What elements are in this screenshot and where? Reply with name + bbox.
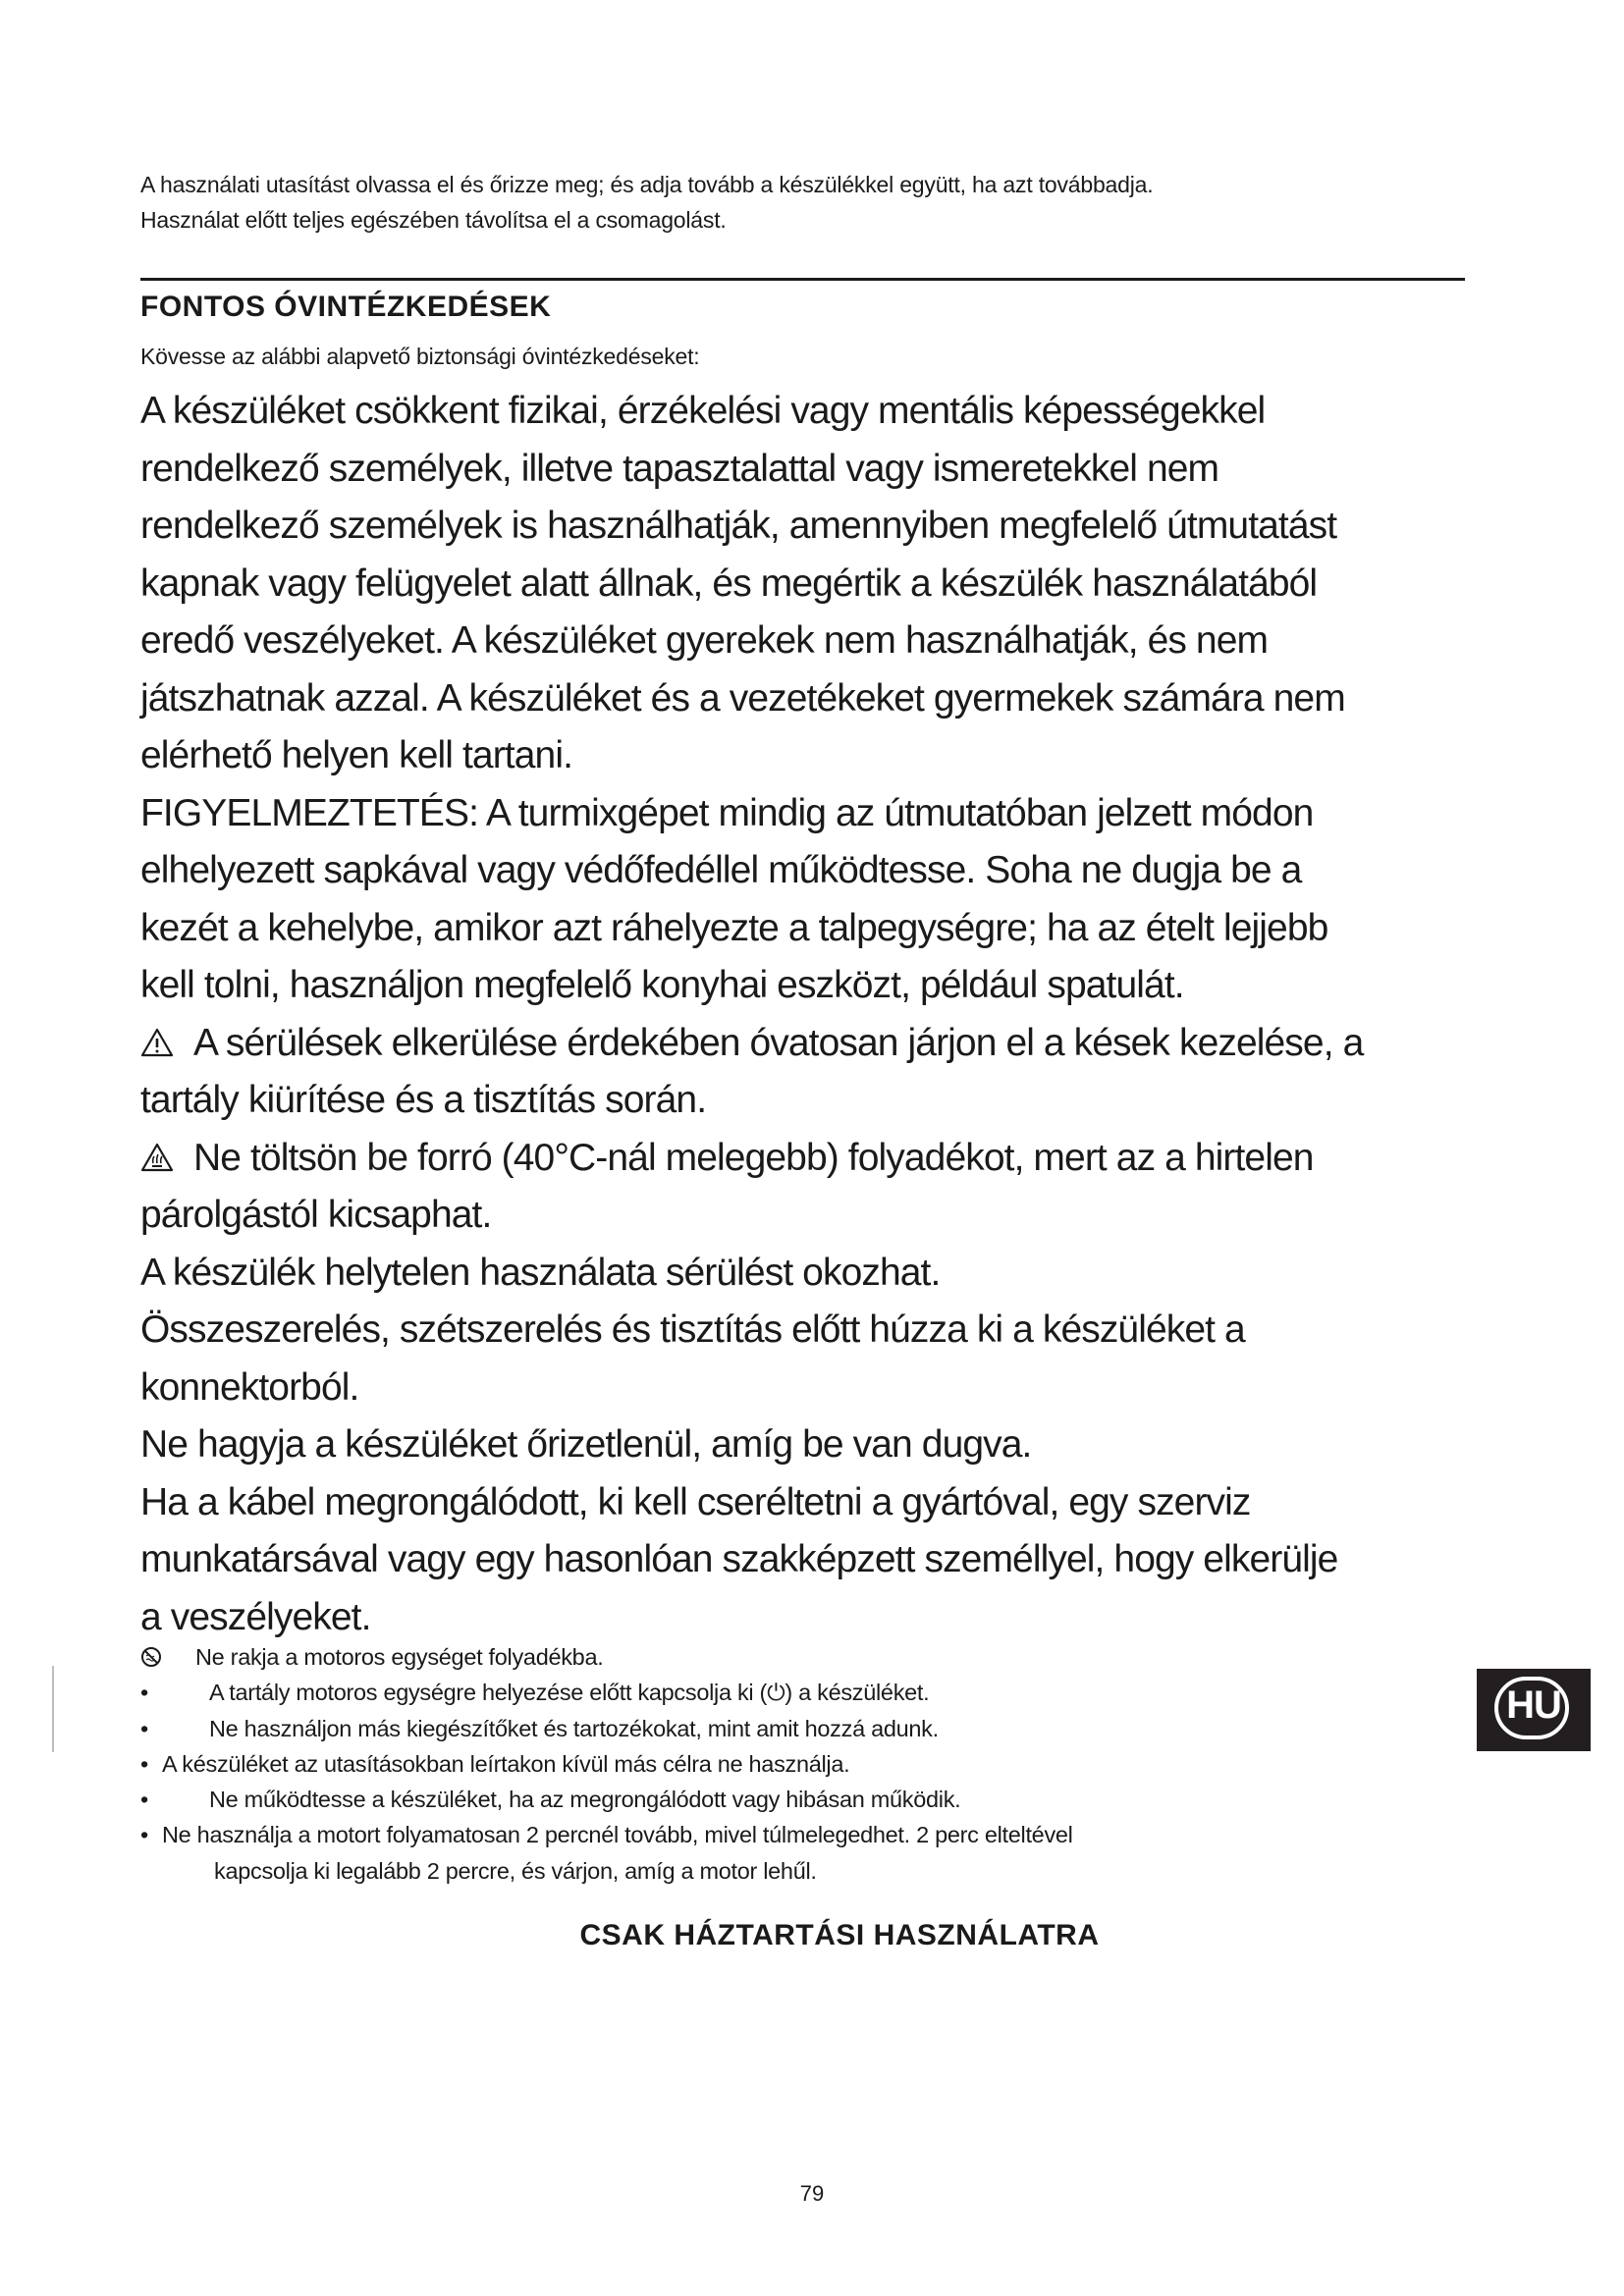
safety-line: konnektorból. bbox=[140, 1365, 359, 1409]
safety-line: a veszélyeket. bbox=[140, 1595, 371, 1638]
no-immerse-icon bbox=[140, 1646, 162, 1668]
list-item-text: A tartály motoros egységre helyezése előtt kapcsolja ki (⏻) a készüléket. bbox=[209, 1680, 930, 1706]
list-item-text: kapcsolja ki legalább 2 percre, és várjon, amíg a motor lehűl. bbox=[214, 1857, 817, 1884]
intro-line: Használat előtt teljes egészében távolítsa el a csomagolást. bbox=[140, 207, 727, 233]
safety-line: Összeszerelés, szétszerelés és tisztítás előtt húzza ki a készüléket a bbox=[140, 1308, 1245, 1351]
safety-line: kell tolni, használjon megfelelő konyhai eszközt, például spatulát. bbox=[140, 964, 1184, 1006]
list-item-text: Ne használjon más kiegészítőket és tartozékokat, mint amit hozzá adunk. bbox=[209, 1715, 939, 1741]
language-code: HU bbox=[1506, 1683, 1561, 1727]
section-divider bbox=[140, 278, 1465, 281]
list-item bbox=[140, 1746, 1368, 1782]
safety-line-text: Ne töltsön be forró (40°C-nál melegebb) folyadékot, mert az a hirtelen bbox=[193, 1136, 1314, 1179]
safety-line: munkatársával vagy egy hasonlóan szakképzett személlyel, hogy elkerülje bbox=[140, 1538, 1338, 1580]
bullet: • bbox=[140, 1750, 148, 1777]
list-item bbox=[140, 1711, 1368, 1746]
intro-line: A használati utasítást olvassa el és őrizze meg; és adja tovább a készülékkel együtt, ha azt továbbadja. bbox=[140, 172, 1154, 197]
bullet: • bbox=[140, 1680, 148, 1706]
list-item bbox=[140, 1782, 1368, 1817]
safety-line: Ha a kábel megrongálódott, ki kell cseréltetni a gyártóval, egy szerviz bbox=[140, 1480, 1251, 1523]
safety-line: elérhető helyen kell tartani. bbox=[140, 734, 573, 776]
list-item-text: A készüléket az utasításokban leírtakon kívül más célra ne használja. bbox=[162, 1750, 850, 1777]
safety-line: párolgástól kicsaphat. bbox=[140, 1194, 492, 1236]
list-item bbox=[140, 1817, 1368, 1852]
safety-line: kezét a kehelybe, amikor azt ráhelyezte a talpegységre; ha az ételt lejjebb bbox=[140, 906, 1328, 949]
bullet: • bbox=[140, 1715, 148, 1741]
language-badge bbox=[1477, 1669, 1591, 1751]
bullet: • bbox=[140, 1822, 148, 1848]
safety-line: elhelyezett sapkával vagy védőfedéllel működtesse. Soha ne dugja be a bbox=[140, 849, 1302, 891]
margin-mark bbox=[52, 1666, 54, 1752]
safety-line: A készüléket csökkent fizikai, érzékelési vagy mentális képességekkel bbox=[140, 390, 1266, 432]
list-item-continuation bbox=[140, 1853, 1368, 1889]
safety-line-with-icon bbox=[140, 1015, 1476, 1073]
safety-line: eredő veszélyeket. A készüléket gyerekek nem használhatják, és nem bbox=[140, 619, 1269, 662]
safety-list bbox=[140, 1639, 1368, 1889]
hot-liquid-warning-icon bbox=[140, 1143, 174, 1172]
list-item bbox=[140, 1639, 1368, 1675]
bullet: • bbox=[140, 1787, 148, 1813]
list-item-text: Ne rakja a motoros egységet folyadékba. bbox=[195, 1644, 604, 1670]
safety-line-with-icon bbox=[140, 1130, 1476, 1188]
intro-text bbox=[140, 167, 1456, 238]
safety-line: Ne hagyja a készüléket őrizetlenül, amíg be van dugva. bbox=[140, 1423, 1032, 1466]
household-use-notice bbox=[0, 1919, 1624, 1952]
safety-line: FIGYELMEZTETÉS: A turmixgépet mindig az útmutatóban jelzett módon bbox=[140, 791, 1314, 834]
safety-text bbox=[140, 383, 1476, 1646]
safety-line: kapnak vagy felügyelet alatt állnak, és megértik a készülék használatából bbox=[140, 561, 1318, 605]
safety-line: játszhatnak azzal. A készüléket és a vezetékeket gyermekek számára nem bbox=[140, 676, 1345, 720]
section-heading: FONTOS ÓVINTÉZKEDÉSEK bbox=[140, 291, 552, 323]
household-use-text: CSAK HÁZTARTÁSI HASZNÁLATRA bbox=[579, 1919, 1100, 1951]
safety-line: tartály kiürítése és a tisztítás során. bbox=[140, 1079, 707, 1121]
safety-line: rendelkező személyek, illetve tapasztalattal vagy ismeretekkel nem bbox=[140, 447, 1219, 490]
safety-line: A készülék helytelen használata sérülést okozhat. bbox=[140, 1251, 941, 1294]
warning-triangle-icon bbox=[140, 1028, 174, 1057]
safety-line: rendelkező személyek is használhatják, amennyiben megfelelő útmutatást bbox=[140, 505, 1337, 547]
section-subheading: Kövesse az alábbi alapvető biztonsági óvintézkedéseket: bbox=[140, 344, 700, 369]
safety-line-text: A sérülések elkerülése érdekében óvatosan járjon el a kések kezelése, a bbox=[193, 1021, 1364, 1064]
list-item-text: Ne használja a motort folyamatosan 2 percnél tovább, mivel túlmelegedhet. 2 perc elteltével bbox=[162, 1822, 1073, 1848]
page-number: 79 bbox=[799, 2181, 825, 2206]
list-item bbox=[140, 1675, 1368, 1710]
list-item-text: Ne működtesse a készüléket, ha az megrongálódott vagy hibásan működik. bbox=[209, 1787, 961, 1813]
